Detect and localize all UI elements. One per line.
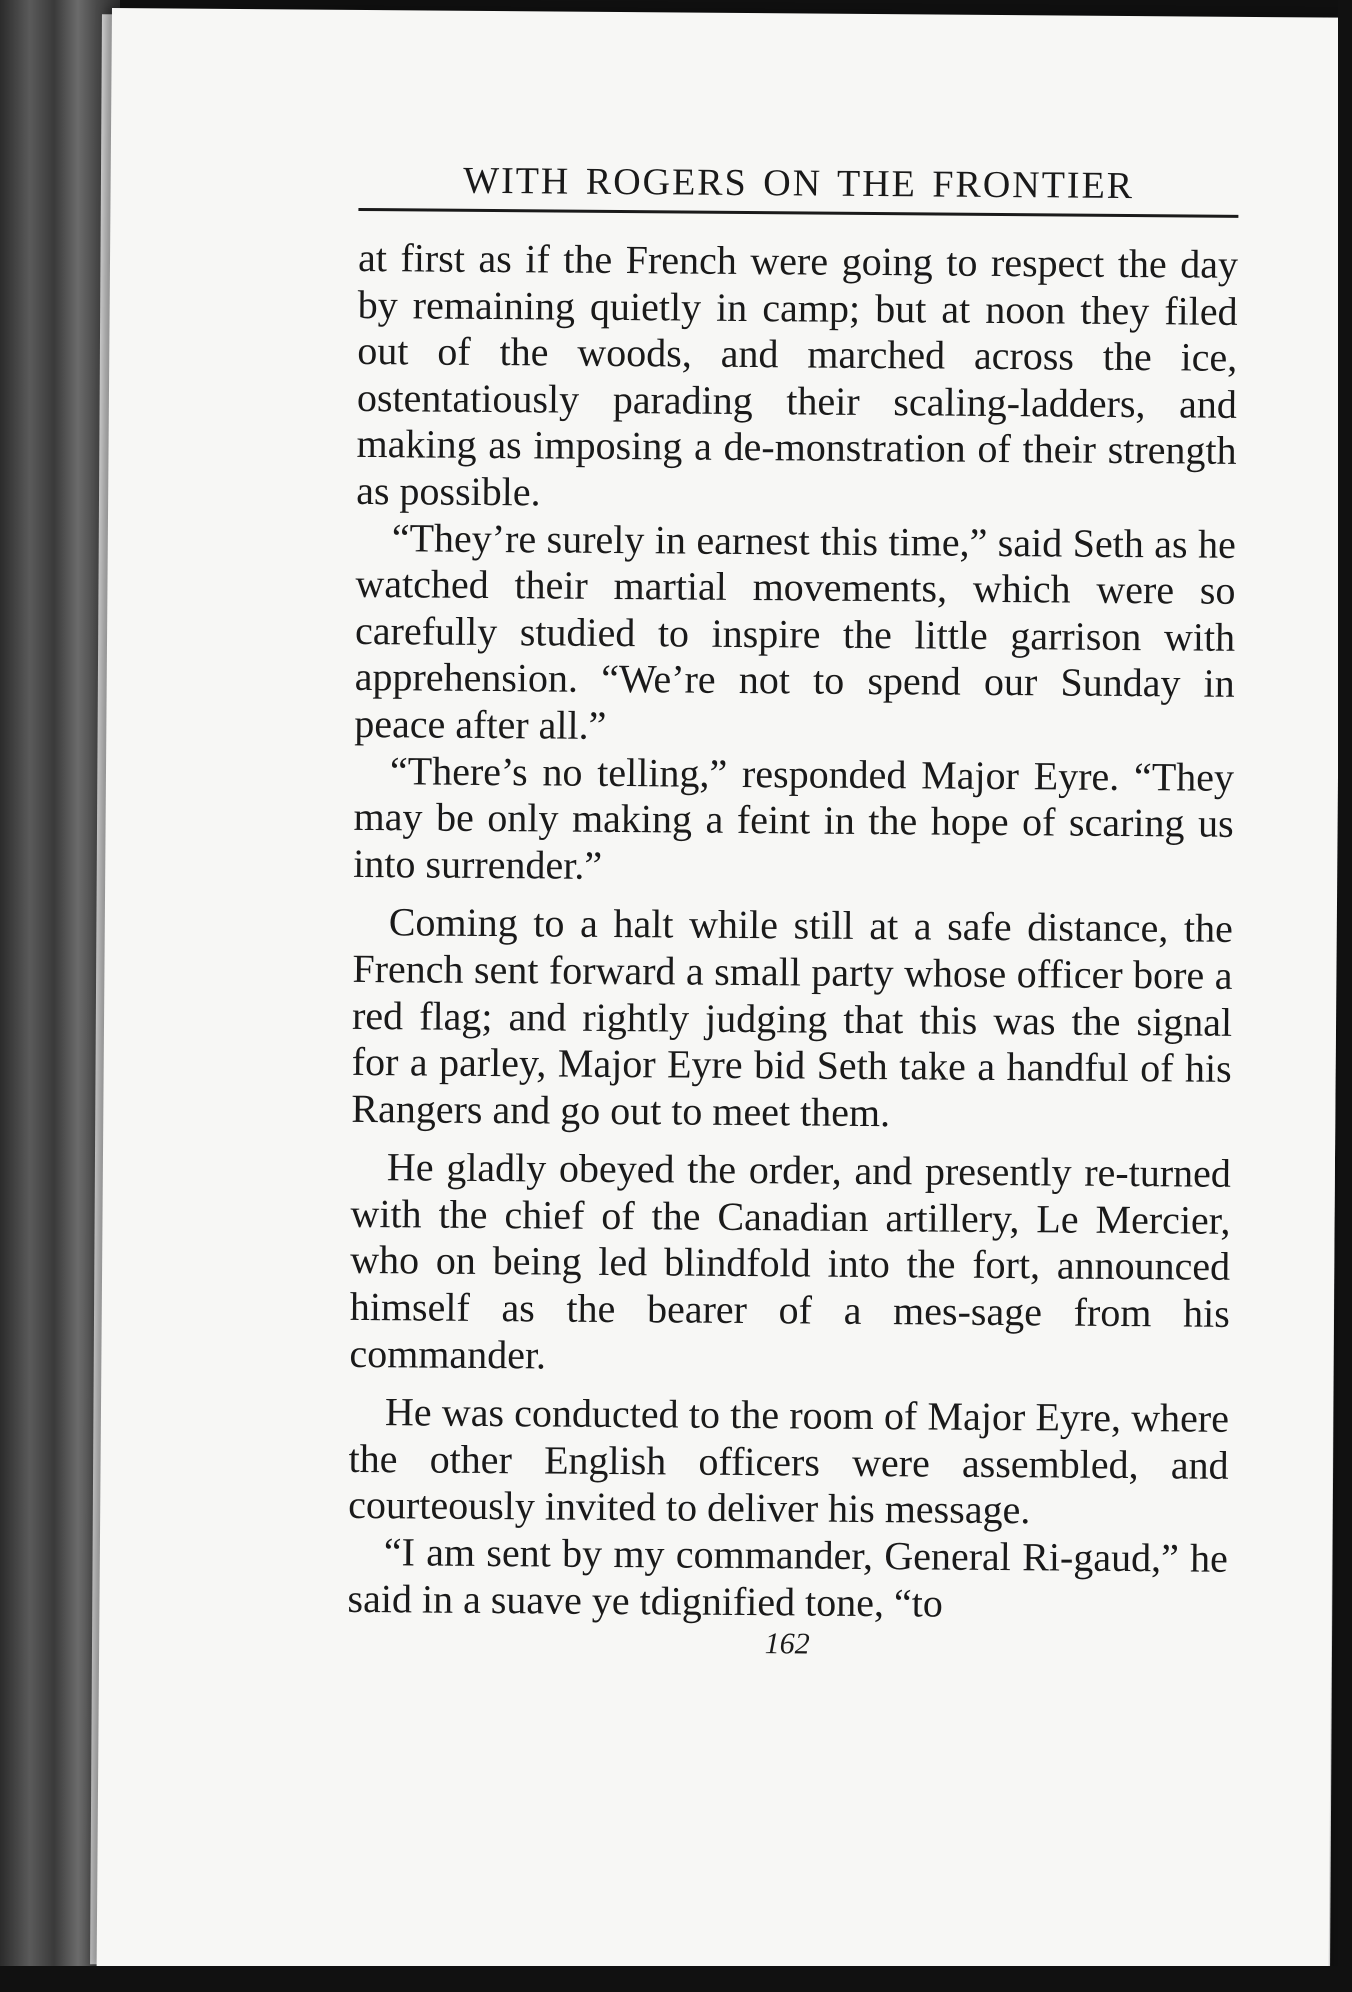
book-page xyxy=(97,8,1344,1978)
paragraph: Coming to a halt while still at a safe distance, the French sent forward a small party whose officer bore a red flag; and rightly judging that this was the signal for a parley, Major Eyre bid Seth take a handful of his Rangers and go out to meet them. xyxy=(351,899,1233,1135)
paragraph: He gladly obeyed the order, and presently re-turned with the chief of the Canadian artillery, Le Mercier, who on being led blindfold into the fort, announced himself as the bearer of a mes-sage from his commander. xyxy=(349,1144,1232,1378)
page-number: 162 xyxy=(764,1627,810,1661)
bottom-background-edge xyxy=(0,1966,1352,1992)
paragraph: He was conducted to the room of Major Eyre, where the other English officers were assembled, and courteously invited to deliver his message. xyxy=(348,1389,1230,1533)
paragraph: “They’re surely in earnest this time,” said Seth as he watched their martial movements, which were so carefully studied to inspire the little garrison with apprehension. “We’re not to spend our Sunday in peace after all.” xyxy=(354,514,1237,748)
page-content xyxy=(347,158,1239,1665)
paragraph: “I am sent by my commander, General Ri-gaud,” he said in a suave ye tdignified tone, “to xyxy=(347,1529,1229,1626)
paragraph: “There’s no telling,” responded Major Eyre. “They may be only making a feint in the hope of scaring us into surrender.” xyxy=(353,747,1235,888)
body-text xyxy=(347,235,1238,1629)
paragraph: at first as if the French were going to respect the day by remaining quietly in camp; but at noon they filed out of the woods, and marched across the ice, ostentatiously parading their scaling-ladders, and making as imposing a de-monstration of their strength as possible. xyxy=(356,234,1239,515)
right-background-edge xyxy=(1338,0,1352,1992)
running-head: WITH ROGERS ON THE FRONTIER xyxy=(358,158,1238,218)
